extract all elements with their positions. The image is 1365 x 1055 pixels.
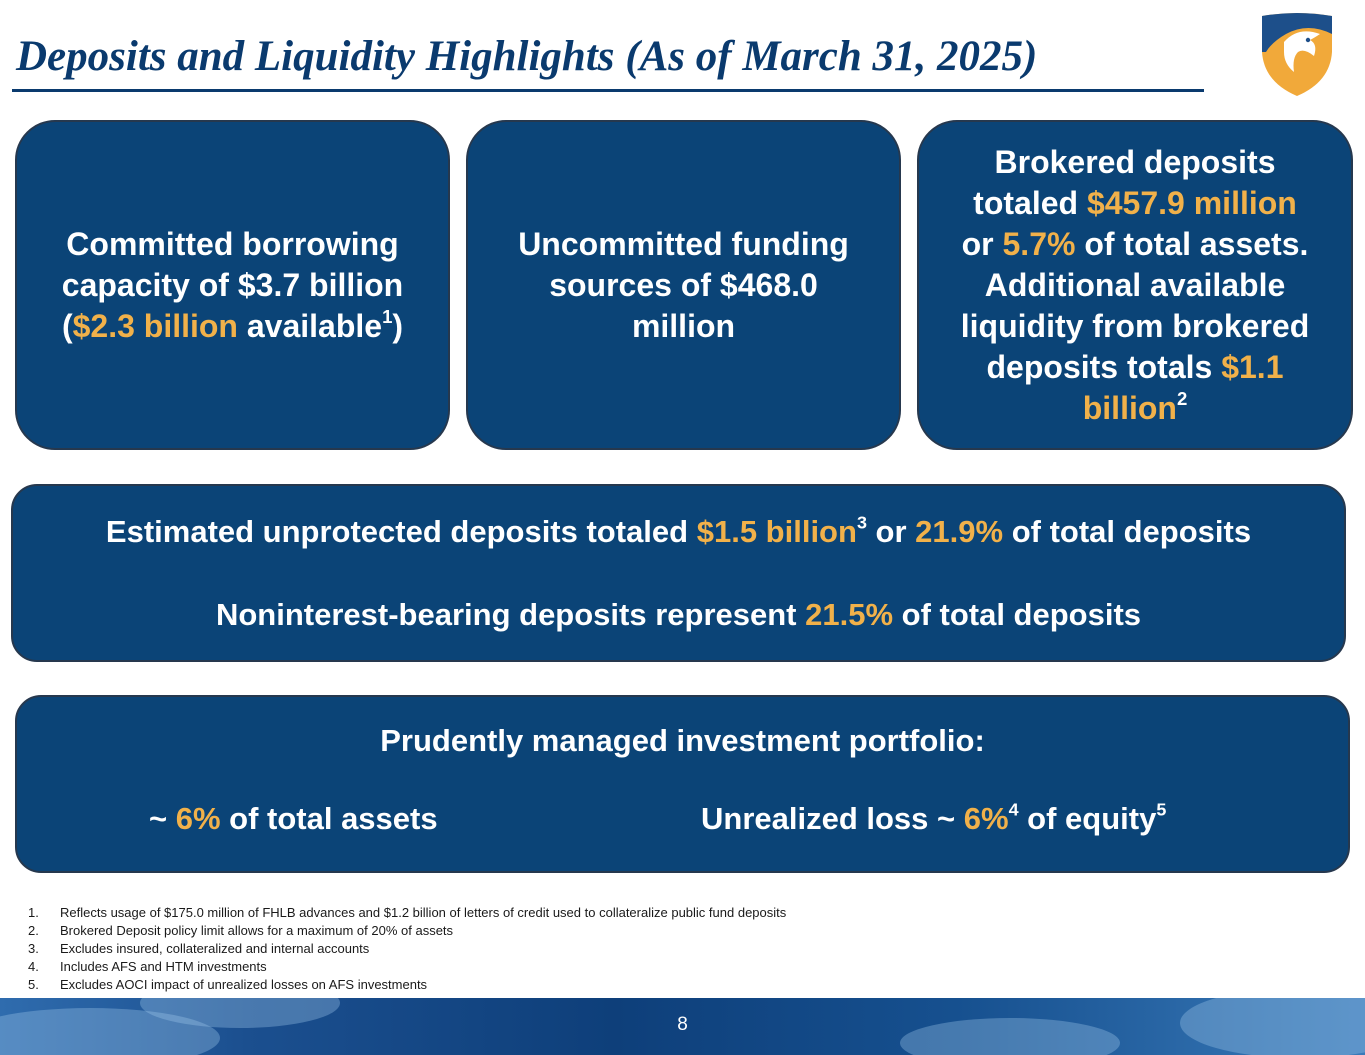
unprotected-deposits-banner bbox=[11, 484, 1346, 662]
total-assets-stat: ~ 6% of total assets bbox=[149, 801, 438, 836]
banner-row bbox=[17, 801, 1348, 841]
committed-borrowing-card bbox=[15, 120, 450, 450]
footnote-ref: 3 bbox=[856, 512, 867, 533]
footnote-ref: 1 bbox=[382, 305, 393, 327]
footnote-item: 2. Brokered Deposit policy limit allows for a maximum of 20% of assets bbox=[28, 923, 454, 938]
card-line: Brokered deposits bbox=[994, 143, 1276, 180]
highlight-percent: 21.9% bbox=[915, 513, 1004, 549]
footnote-ref: 5 bbox=[1156, 799, 1167, 820]
highlight-amount: $1.1 bbox=[1221, 348, 1284, 385]
eagle-shield-icon bbox=[1258, 12, 1336, 98]
banner-line: Noninterest-bearing deposits represent 21.5% of total deposits bbox=[215, 596, 1142, 632]
card-line: ($2.3 billion available$^1$) bbox=[61, 305, 404, 344]
footnote-item: 1. Reflects usage of $175.0 million of FHLB advances and $1.2 billion of letters of credit used to collateralize public fund deposits bbox=[28, 905, 787, 920]
highlight-percent: 6% bbox=[175, 801, 221, 836]
footnote-item: 5. Excludes AOCI impact of unrealized losses on AFS investments bbox=[28, 977, 428, 992]
card-line: Additional available bbox=[984, 266, 1286, 303]
highlight-amount: $457.9 million bbox=[1086, 184, 1297, 221]
highlight-amount: billion bbox=[1082, 389, 1177, 426]
card-line: Committed borrowing bbox=[66, 225, 399, 262]
card-line: deposits totals $1.1 bbox=[986, 348, 1284, 385]
footnote-ref: 4 bbox=[1008, 799, 1019, 820]
card-line: liquidity from brokered bbox=[960, 307, 1310, 344]
banner-heading: Prudently managed investment portfolio: bbox=[380, 723, 985, 758]
card-line: capacity of $3.7 billion bbox=[61, 266, 404, 303]
title-underline bbox=[12, 89, 1204, 92]
highlight-amount: $1.5 billion bbox=[696, 513, 857, 549]
card-line bbox=[1083, 388, 1188, 429]
page-number: 8 bbox=[677, 1014, 688, 1035]
card-line: or 5.7% of total assets. bbox=[961, 225, 1309, 262]
highlight-amount: $2.3 billion bbox=[72, 307, 238, 344]
banner-line: Estimated unprotected deposits totaled $1.5 billion$^3$ or 21.9% of total deposits bbox=[105, 512, 1252, 549]
card-line: Uncommitted funding bbox=[518, 225, 849, 262]
unrealized-loss-stat: Unrealized loss ~ 6%$^4$ of equity$^5$ bbox=[701, 799, 1167, 836]
highlight-percent: 6% bbox=[963, 801, 1009, 836]
brokered-deposits-card bbox=[917, 120, 1353, 450]
card-line: million bbox=[631, 307, 736, 344]
footnote-item: 4. Includes AFS and HTM investments bbox=[28, 959, 267, 974]
footnotes-list bbox=[28, 904, 786, 994]
card-line: totaled $457.9 million bbox=[973, 184, 1297, 221]
footnote-ref: 2 bbox=[1176, 387, 1188, 409]
investment-portfolio-banner bbox=[15, 695, 1350, 873]
card-line: sources of $468.0 bbox=[549, 266, 818, 303]
highlight-percent: 21.5% bbox=[805, 596, 894, 632]
uncommitted-funding-card bbox=[466, 120, 901, 450]
footnote-item: 3. Excludes insured, collateralized and internal accounts bbox=[28, 941, 370, 956]
highlight-percent: 5.7% bbox=[1002, 225, 1076, 262]
page-title: Deposits and Liquidity Highlights (As of March 31, 2025) bbox=[16, 33, 1038, 80]
